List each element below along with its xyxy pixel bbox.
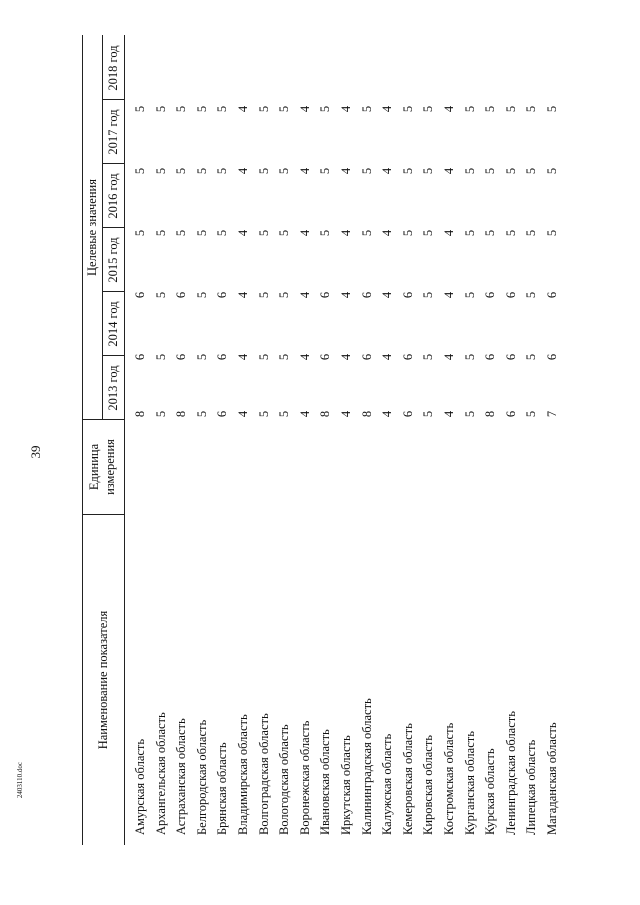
target-value-cell: 4 — [236, 291, 250, 299]
target-value-cell: 6 — [174, 291, 189, 299]
target-value-cell: 6 — [545, 291, 559, 299]
target-value-cell: 5 — [545, 167, 559, 175]
target-value-cell: 4 — [236, 353, 250, 361]
header-target-values: Целевые значения — [85, 179, 99, 276]
target-value-cell: 4 — [297, 167, 312, 175]
target-value-cell: 4 — [380, 167, 395, 175]
region-name: Курская область — [483, 748, 498, 835]
target-value-cell: 6 — [318, 291, 333, 299]
target-value-cell: 6 — [359, 353, 374, 361]
target-value-cell: 5 — [421, 410, 436, 418]
year-header: 2015 год — [106, 237, 120, 283]
year-header: 2016 год — [106, 173, 120, 219]
target-value-cell: 4 — [236, 105, 250, 113]
target-value-cell: 5 — [462, 105, 477, 113]
target-value-cell: 6 — [215, 353, 230, 361]
target-value-cell: 5 — [256, 291, 271, 299]
region-name: Костромская область — [442, 722, 456, 835]
target-value-cell: 5 — [421, 291, 436, 299]
target-value-cell: 5 — [133, 105, 147, 113]
page-number: 39 — [28, 445, 43, 459]
target-value-cell: 5 — [318, 105, 333, 113]
header-indicator-name: Наименование показателя — [96, 610, 110, 750]
target-value-cell: 4 — [339, 105, 353, 113]
region-name: Ивановская область — [318, 729, 333, 835]
region-name: Магаданская область — [545, 722, 559, 835]
target-value-cell: 5 — [277, 229, 292, 237]
region-name: Иркутская область — [339, 735, 353, 835]
target-value-cell: 5 — [503, 167, 518, 175]
target-value-cell: 5 — [462, 353, 477, 361]
target-value-cell: 4 — [297, 105, 312, 113]
target-value-cell: 4 — [297, 291, 312, 299]
target-value-cell: 6 — [483, 353, 498, 361]
region-name: Воронежская область — [297, 720, 312, 835]
region-name: Липецкая область — [524, 739, 539, 835]
target-value-cell: 5 — [524, 410, 539, 418]
target-value-cell: 5 — [153, 353, 168, 361]
target-value-cell: 5 — [524, 291, 539, 299]
target-value-cell: 5 — [174, 105, 189, 113]
target-value-cell: 4 — [442, 167, 456, 175]
target-value-cell: 5 — [194, 229, 209, 237]
target-value-cell: 5 — [133, 229, 147, 237]
target-value-cell: 6 — [174, 353, 189, 361]
target-value-cell: 6 — [503, 291, 518, 299]
year-header: 2017 год — [106, 109, 120, 155]
target-value-cell: 4 — [339, 353, 353, 361]
target-value-cell: 5 — [153, 167, 168, 175]
target-value-cell: 4 — [297, 353, 312, 361]
year-header: 2013 год — [106, 365, 120, 411]
target-value-cell: 5 — [483, 105, 498, 113]
target-value-cell: 4 — [380, 410, 395, 418]
target-value-cell: 8 — [174, 410, 189, 418]
target-value-cell: 5 — [524, 105, 539, 113]
header-unit: Единица измерения — [87, 439, 117, 495]
header-bottom-border — [124, 35, 125, 845]
target-value-cell: 5 — [174, 229, 189, 237]
region-name: Кировская область — [421, 734, 436, 835]
target-value-cell: 4 — [339, 410, 353, 418]
target-value-cell: 4 — [442, 353, 456, 361]
target-value-cell: 5 — [545, 229, 559, 237]
target-value-cell: 4 — [339, 291, 353, 299]
target-value-cell: 5 — [133, 167, 147, 175]
target-value-cell: 5 — [153, 105, 168, 113]
target-value-cell: 5 — [483, 167, 498, 175]
target-value-cell: 6 — [545, 353, 559, 361]
region-name: Калужская область — [380, 733, 395, 835]
target-value-cell: 5 — [462, 167, 477, 175]
table-top-border — [82, 35, 83, 845]
target-value-cell: 5 — [256, 353, 271, 361]
target-value-cell: 4 — [380, 353, 395, 361]
target-value-cell: 5 — [153, 229, 168, 237]
target-value-cell: 5 — [194, 105, 209, 113]
target-value-cell: 5 — [277, 105, 292, 113]
target-value-cell: 5 — [503, 105, 518, 113]
target-value-cell: 5 — [359, 105, 374, 113]
target-value-cell: 5 — [194, 353, 209, 361]
target-value-cell: 5 — [400, 105, 415, 113]
target-value-cell: 4 — [442, 229, 456, 237]
target-value-cell: 4 — [339, 167, 353, 175]
target-value-cell: 4 — [236, 167, 250, 175]
target-value-cell: 5 — [318, 229, 333, 237]
target-value-cell: 5 — [483, 229, 498, 237]
target-value-cell: 6 — [215, 291, 230, 299]
target-value-cell: 5 — [256, 229, 271, 237]
year-header: 2018 год — [106, 45, 120, 91]
target-value-cell: 5 — [153, 410, 168, 418]
target-value-cell: 4 — [380, 291, 395, 299]
target-value-cell: 6 — [215, 410, 230, 418]
target-value-cell: 4 — [442, 291, 456, 299]
region-name: Владимирская область — [236, 714, 250, 835]
region-name: Белгородская область — [194, 719, 209, 835]
target-value-cell: 4 — [236, 410, 250, 418]
target-value-cell: 5 — [421, 167, 436, 175]
target-value-cell: 5 — [503, 229, 518, 237]
target-value-cell: 4 — [339, 229, 353, 237]
target-value-cell: 5 — [215, 105, 230, 113]
target-values-table — [82, 35, 602, 845]
target-value-cell: 5 — [174, 167, 189, 175]
region-name: Вологодская область — [277, 724, 292, 835]
target-value-cell: 6 — [400, 410, 415, 418]
target-value-cell: 5 — [277, 410, 292, 418]
region-name: Курганская область — [462, 731, 477, 835]
target-value-cell: 5 — [421, 229, 436, 237]
region-name: Амурская область — [133, 738, 147, 835]
year-header: 2014 год — [106, 301, 120, 347]
target-value-cell: 5 — [359, 167, 374, 175]
target-value-cell: 8 — [483, 410, 498, 418]
target-value-cell: 5 — [400, 229, 415, 237]
target-value-cell: 5 — [215, 167, 230, 175]
target-value-cell: 5 — [256, 167, 271, 175]
region-name: Брянская область — [215, 742, 230, 835]
target-value-cell: 6 — [318, 353, 333, 361]
target-value-cell: 4 — [297, 229, 312, 237]
target-value-cell: 5 — [421, 353, 436, 361]
target-value-cell: 5 — [318, 167, 333, 175]
target-value-cell: 5 — [524, 167, 539, 175]
region-name: Архангельская область — [153, 712, 168, 835]
target-value-cell: 6 — [400, 353, 415, 361]
target-value-cell: 5 — [256, 410, 271, 418]
region-name: Кемеровская область — [400, 723, 415, 835]
target-value-cell: 5 — [277, 353, 292, 361]
target-value-cell: 5 — [524, 229, 539, 237]
target-value-cell: 6 — [133, 353, 147, 361]
target-value-cell: 6 — [483, 291, 498, 299]
target-value-cell: 8 — [133, 410, 147, 418]
target-value-cell: 6 — [503, 410, 518, 418]
region-name: Астраханская область — [174, 718, 189, 835]
target-value-cell: 6 — [359, 291, 374, 299]
region-name: Ленинградская область — [503, 711, 518, 835]
target-value-cell: 5 — [256, 105, 271, 113]
target-value-cell: 5 — [524, 353, 539, 361]
target-value-cell: 5 — [194, 291, 209, 299]
target-value-cell: 4 — [442, 105, 456, 113]
target-value-cell: 5 — [462, 229, 477, 237]
target-value-cell: 4 — [236, 229, 250, 237]
target-value-cell: 5 — [462, 291, 477, 299]
target-value-cell: 5 — [153, 291, 168, 299]
target-value-cell: 5 — [215, 229, 230, 237]
target-value-cell: 4 — [380, 229, 395, 237]
target-value-cell: 4 — [442, 410, 456, 418]
target-value-cell: 6 — [400, 291, 415, 299]
target-value-cell: 5 — [462, 410, 477, 418]
target-value-cell: 7 — [545, 410, 559, 418]
target-value-cell: 5 — [400, 167, 415, 175]
target-value-cell: 5 — [421, 105, 436, 113]
target-value-cell: 6 — [503, 353, 518, 361]
region-name: Волгоградская область — [256, 713, 271, 835]
target-value-cell: 5 — [194, 410, 209, 418]
target-value-cell: 5 — [277, 167, 292, 175]
target-value-cell: 8 — [359, 410, 374, 418]
footer-filename: 2403110.doc — [16, 761, 24, 799]
target-value-cell: 5 — [359, 229, 374, 237]
target-value-cell: 5 — [545, 105, 559, 113]
target-value-cell: 4 — [380, 105, 395, 113]
target-value-cell: 8 — [318, 410, 333, 418]
region-name: Калининградская область — [359, 698, 374, 835]
target-value-cell: 5 — [194, 167, 209, 175]
target-value-cell: 6 — [133, 291, 147, 299]
target-value-cell: 4 — [297, 410, 312, 418]
target-value-cell: 5 — [277, 291, 292, 299]
